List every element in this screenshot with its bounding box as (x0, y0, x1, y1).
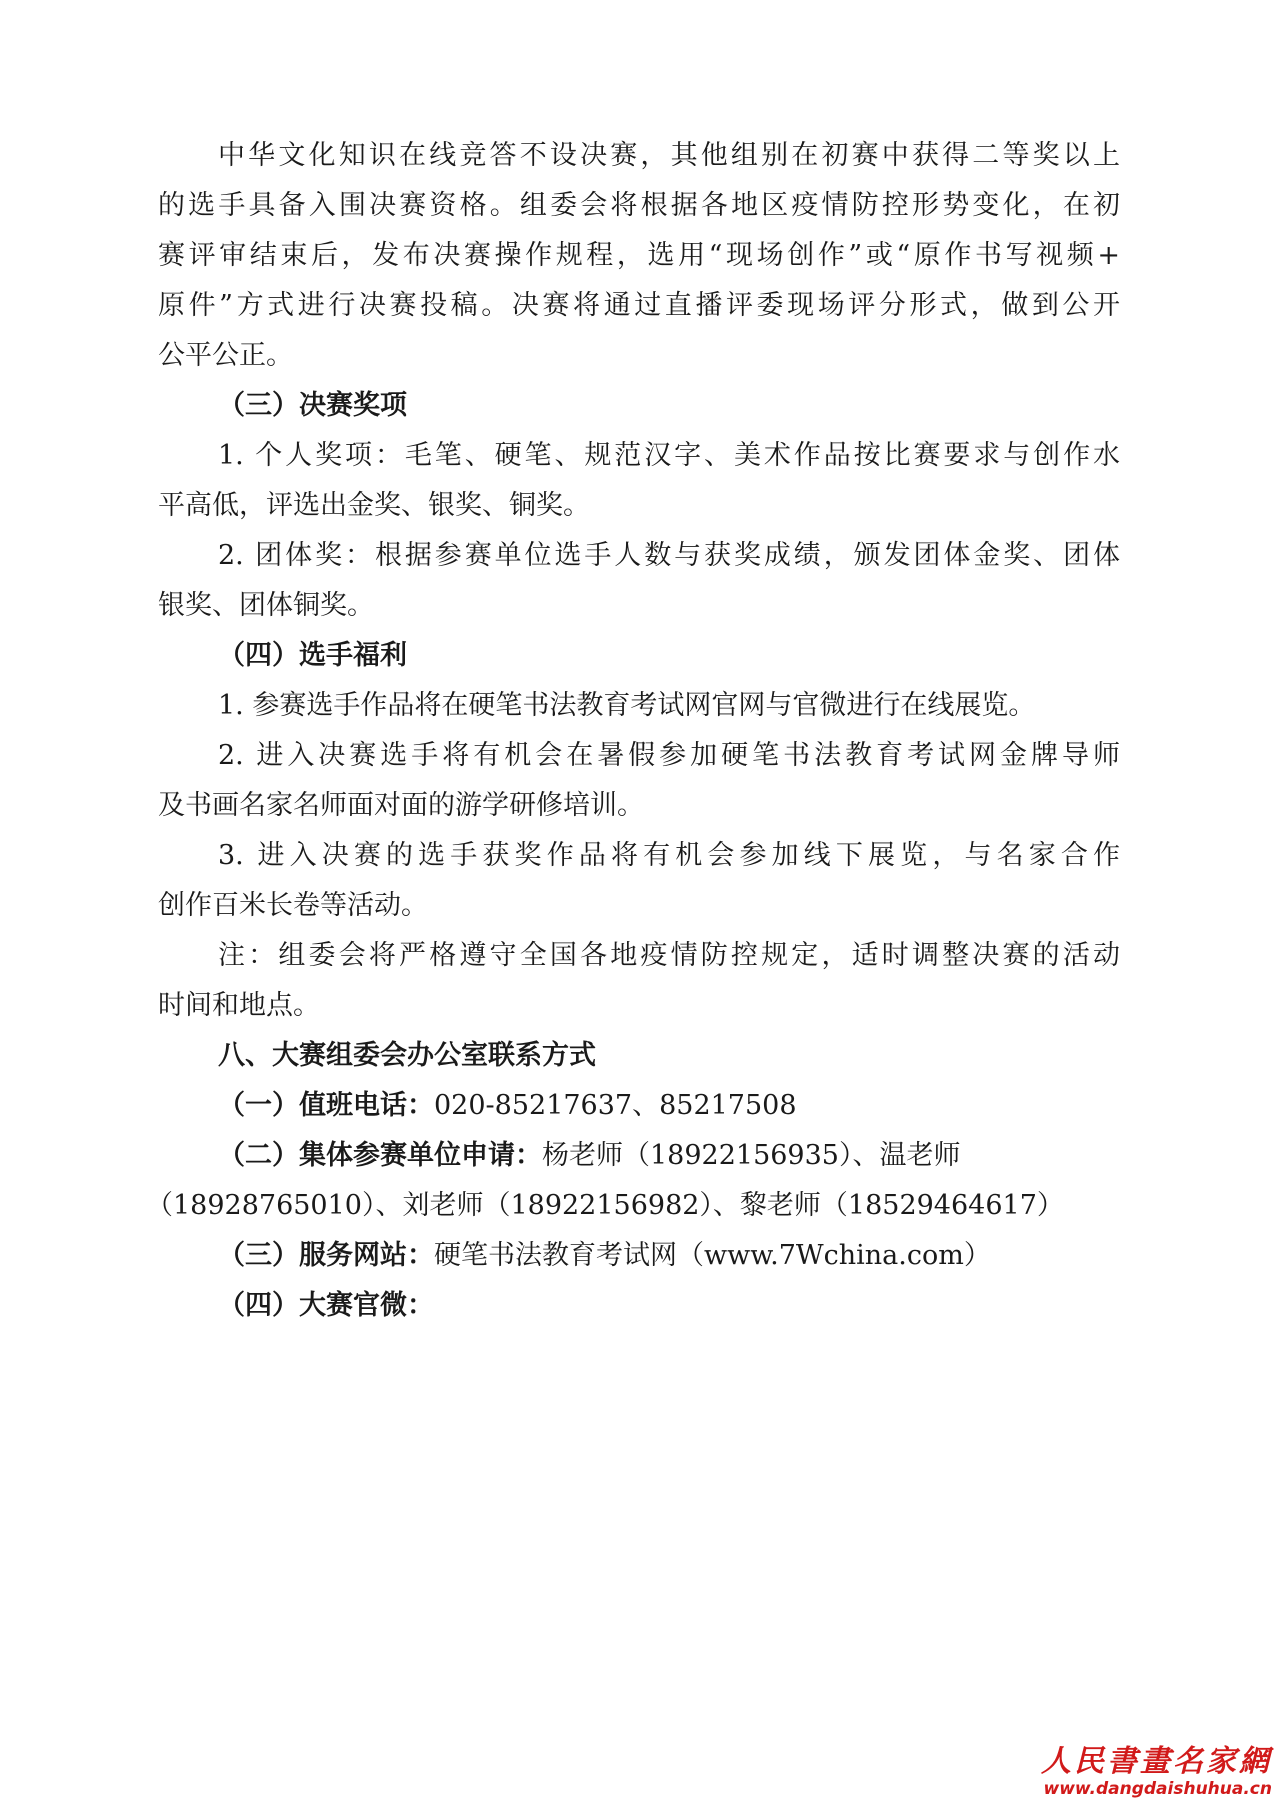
section-heading-benefits: （四）选手福利 (218, 640, 407, 671)
contact-group-value: 杨老师（18922156935）、温老师 (542, 1140, 961, 1171)
paragraph-line: 银奖、团体铜奖。 (158, 590, 374, 621)
paragraph-line: 中华文化知识在线竞答不设决赛，其他组别在初赛中获得二等奖以上 (218, 140, 1120, 171)
paragraph-line: 2. 团体奖：根据参赛单位选手人数与获奖成绩，颁发团体金奖、团体 (218, 540, 1120, 571)
paragraph-line: 2. 进入决赛选手将有机会在暑假参加硬笔书法教育考试网金牌导师 (218, 740, 1120, 771)
paragraph-line: 创作百米长卷等活动。 (158, 890, 428, 921)
contact-website-label: （三）服务网站： (218, 1240, 434, 1271)
paragraph-line: 公平公正。 (158, 340, 293, 371)
contact-phone-value: 020-85217637、85217508 (434, 1090, 797, 1121)
paragraph-line: 1. 参赛选手作品将在硬笔书法教育考试网官网与官微进行在线展览。 (218, 690, 1036, 721)
paragraph-line: 3. 进入决赛的选手获奖作品将有机会参加线下展览，与名家合作 (218, 840, 1120, 871)
paragraph-line: 1. 个人奖项：毛笔、硬笔、规范汉字、美术作品按比赛要求与创作水 (218, 440, 1120, 471)
paragraph-line: 注：组委会将严格遵守全国各地疫情防控规定，适时调整决赛的活动 (218, 940, 1120, 971)
contact-phone (218, 1084, 797, 1128)
contact-website (218, 1234, 991, 1278)
contact-wechat-label: （四）大赛官微： (218, 1290, 434, 1321)
section-heading-contact: 八、大赛组委会办公室联系方式 (218, 1040, 596, 1071)
paragraph-line: 的选手具备入围决赛资格。组委会将根据各地区疫情防控形势变化，在初 (158, 190, 1120, 221)
contact-group-application (218, 1134, 960, 1178)
paragraph-line: 平高低，评选出金奖、银奖、铜奖。 (158, 490, 590, 521)
paragraph-line: 及书画名家名师面对面的游学研修培训。 (158, 790, 644, 821)
contact-website-value: 硬笔书法教育考试网（www.7Wchina.com） (434, 1240, 991, 1271)
paragraph-line: 赛评审结束后，发布决赛操作规程，选用“现场创作”或“原作书写视频+ (158, 240, 1120, 271)
contact-group-value-cont: （18928765010）、刘老师（18922156982）、黎老师（18529464617） (146, 1190, 1064, 1221)
watermark-url: www.dangdaishuhua.cn (1043, 1779, 1272, 1799)
section-heading-awards: （三）决赛奖项 (218, 390, 407, 421)
paragraph-line: 时间和地点。 (158, 990, 320, 1021)
watermark-title: 人民書畫名家網 (1041, 1744, 1272, 1779)
contact-phone-label: （一）值班电话： (218, 1090, 434, 1121)
paragraph-line: 原件”方式进行决赛投稿。决赛将通过直播评委现场评分形式，做到公开 (158, 290, 1120, 321)
contact-group-label: （二）集体参赛单位申请： (218, 1140, 542, 1171)
site-watermark (1032, 1746, 1272, 1804)
